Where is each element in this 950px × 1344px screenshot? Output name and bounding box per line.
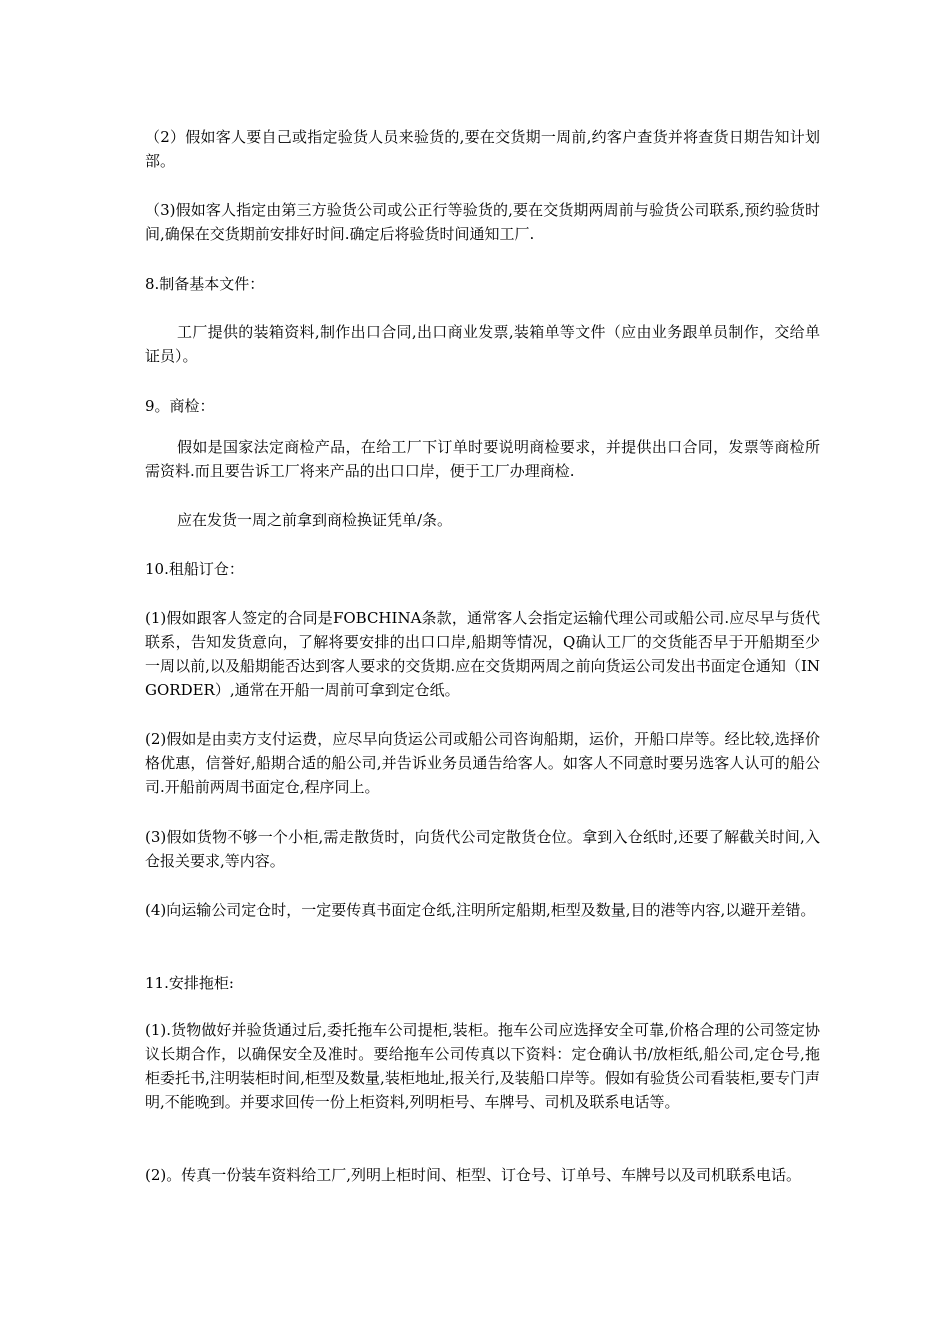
paragraph-basic-documents: 工厂提供的装箱资料,制作出口合同,出口商业发票,装箱单等文件（应由业务跟单员制作，交给单证员）。 — [145, 323, 820, 365]
paragraph-booking-fob: (1)假如跟客人签定的合同是FOBCHINA条款，通常客人会指定运输代理公司或船公司.应尽早与货代联系，告知发货意向，了解将要安排的出口口岸,船期等情况，Q确认工厂的交货能否早于开船期至少一周以前,以及船期能否达到客人要求的交货期.应在交货期两周之前向货运公司发出书面定仓通知（INGORDER）,通常在开船一周前可拿到定仓纸。 — [145, 609, 820, 699]
heading-basic-documents: 8.制备基本文件： — [145, 275, 265, 293]
heading-shipping-booking: 10.租船订仓： — [145, 560, 244, 578]
paragraph-booking-lcl: (3)假如货物不够一个小柜,需走散货时，向货代公司定散货仓位。拿到入仓纸时,还要了解截关时间,入仓报关要求,等内容。 — [145, 828, 820, 870]
paragraph-commodity-inspection: 假如是国家法定商检产品，在给工厂下订单时要说明商检要求，并提供出口合同，发票等商检所需资料.而且要告诉工厂将来产品的出口口岸，便于工厂办理商检. — [145, 438, 820, 480]
paragraph-trucking-fax-factory: (2)。传真一份装车资料给工厂,列明上柜时间、柜型、订仓号、订单号、车牌号以及司机联系电话。 — [145, 1166, 802, 1184]
paragraph-inspection-client: （2）假如客人要自己或指定验货人员来验货的,要在交货期一周前,约客户查货并将查货日期告知计划部。 — [145, 128, 820, 170]
paragraph-booking-seller: (2)假如是由卖方支付运费，应尽早向货运公司或船公司咨询船期，运价，开船口岸等。经比较,选择价格优惠，信誉好,船期合适的船公司,并告诉业务员通告给客人。如客人不同意时要另选客人认可的船公司.开船前两周书面定仓,程序同上。 — [145, 730, 820, 796]
paragraph-inspection-certificate: 应在发货一周之前拿到商检换证凭单/条。 — [177, 511, 453, 529]
paragraph-trucking-arrangement: (1).货物做好并验货通过后,委托拖车公司提柜,装柜。拖车公司应选择安全可靠,价格合理的公司签定协议长期合作，以确保安全及准时。要给拖车公司传真以下资料：定仓确认书/放柜纸,船公司,定仓号,拖柜委托书,注明装柜时间,柜型及数量,装柜地址,报关行,及装船口岸等。假如有验货公司看装柜,要专门声明,不能晚到。并要求回传一份上柜资料,列明柜号、车牌号、司机及联系电话等。 — [145, 1021, 820, 1111]
heading-container-trucking: 11.安排拖柜: — [145, 974, 234, 992]
heading-commodity-inspection: 9。商检： — [145, 397, 215, 415]
paragraph-booking-fax: (4)向运输公司定仓时，一定要传真书面定仓纸,注明所定船期,柜型及数量,目的港等内容,以避开差错。 — [145, 901, 816, 919]
paragraph-inspection-third-party: （3)假如客人指定由第三方验货公司或公正行等验货的,要在交货期两周前与验货公司联系,预约验货时间,确保在交货期前安排好时间.确定后将验货时间通知工厂. — [145, 201, 820, 243]
